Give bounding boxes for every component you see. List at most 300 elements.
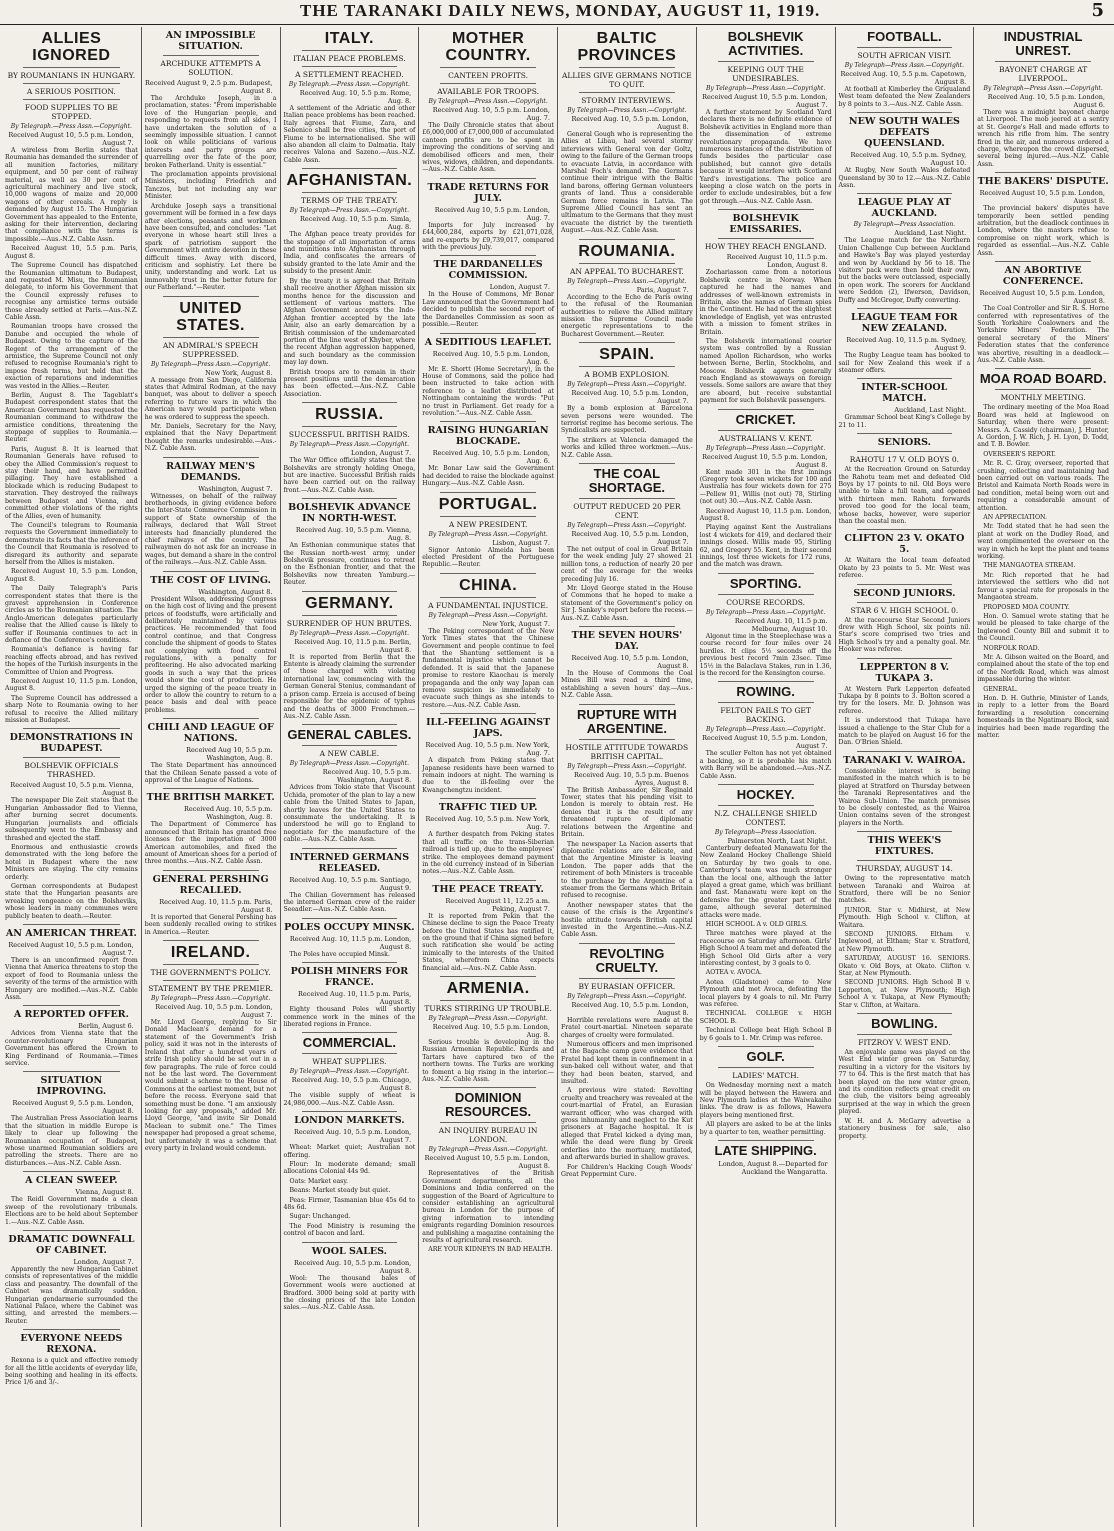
article-headline: DRAMATIC DOWNFALL OF CABINET. — [8, 1233, 135, 1256]
article — [700, 681, 832, 780]
article-dateline: Berlin, August 6. — [78, 1022, 134, 1031]
article — [284, 1242, 416, 1312]
article-byline: By Telegraph—Press Assn.—Copyright. — [428, 1014, 548, 1022]
article — [839, 751, 971, 827]
article-divider — [718, 681, 814, 682]
article-divider — [302, 962, 398, 963]
article-headline: CHILI AND LEAGUE OF NATIONS. — [147, 722, 274, 745]
article-byline: By Telegraph—Press Assn.—Copyright. — [567, 762, 687, 770]
article-dateline: Received Aug. 10, 5.5 p.m. London, Aug. 6. — [432, 349, 550, 366]
subhead-divider — [23, 83, 120, 84]
article-paragraph: It is understood that Tukapa have issued a challenge to the Star Club for a match to be played on August 16 for the Dan. O'Brien Shield. — [838, 717, 971, 747]
article-paragraph: The sculler Felton has not yet obtained a backing, so it is probable his match with Barry will be abandoned.—Aus.-N.Z. Cable Assn. — [699, 750, 832, 780]
article-subheading: SURRENDER OF HUN BRUTES. — [286, 618, 412, 628]
article-divider — [579, 943, 675, 944]
article-dateline: Received Aug. 10, 5.5 p.m. Buenos Ayres, August 8. — [573, 770, 689, 787]
article-paragraph: The Rugby League team has booked to sail for New Zealand this week if a steamer offers. — [838, 352, 971, 374]
article — [422, 178, 554, 252]
article-paragraph: The ordinary meeting of the Moa Road Board was held at Inglewood on Saturday, when there were present: Messrs. A. Cassidy (chairman), J. Hunter, A. Gordon, J. W. Rich, J. H. Lyon, D. Todd, and T. B. Bowler. — [977, 404, 1109, 449]
article-paragraph: Sugar: Unchanged. — [289, 1213, 351, 1221]
article-byline: By Telegraph—Press Assn.—Copyright. — [428, 1146, 548, 1154]
article — [145, 718, 277, 784]
article-dateline: Received Aug 10, 5.5 p.m. London, Aug. 7. — [434, 205, 550, 222]
column-3 — [280, 27, 419, 1527]
article-byline: By Telegraph—Press Assn.—Copyright. — [705, 85, 826, 92]
article-paragraph: Received August 10, 5.5 p.m. Paris, August 8. — [5, 245, 138, 260]
article-paragraph: SECOND JUNIORS. High School B v. Lepperton, at New Plymouth; High School A v. Tukapa, at New Plymouth; Star v. Clifton, at Waitara. — [838, 979, 971, 1009]
article-paragraph: Mr. Lloyd George stated in the House of Commons that he hoped to make a statement of the Government's policy on Sir J. Sankey's report before the recess.—Aus.-N.Z. Cable Assn. — [561, 585, 693, 622]
subhead-divider — [302, 192, 398, 193]
article — [284, 402, 416, 494]
article-byline: By Telegraph—Press Assn.—Copyright. — [428, 611, 548, 619]
article — [700, 1140, 832, 1176]
article-paragraph: The newspaper Die Zeit states that the Hungarian Ambassador fled to Vienna, after burning secret documents. Hungarian journalists and officials subsequently went to the Embassy and thrashed and ejected the staff. — [5, 797, 138, 842]
article-subheading: WHEAT SUPPLIES. — [312, 1057, 387, 1067]
article — [839, 30, 971, 108]
article-headline: BOWLING. — [871, 1016, 938, 1032]
article-dateline: Received Aug. 10, 5.5 p.m. Washington, August 8. — [322, 768, 412, 785]
article-dateline: Received August 10, 5.5 p.m. London, August 8. — [702, 452, 828, 469]
article-paragraph: Mr. A. Gibson waited on the Board, and complained about the state of the top end of the Norfolk Road, which was almost impassable during the winter. — [977, 653, 1109, 684]
article-dateline: Received Aug. 10, 5.5 p.m. Chicago, August 8. — [291, 1076, 412, 1093]
article-headline: RAILWAY MEN'S DEMANDS. — [166, 460, 256, 483]
article-byline: By Telegraph—Press Association. — [853, 221, 956, 229]
article-dateline: London, August 7. — [350, 449, 412, 458]
article-divider — [579, 239, 675, 240]
article-paragraph: It is reported from Berlin that the Entente is already claiming the surrender of those charged with violating international law, commencing with the German General Stenius, commandant of a prison camp. Erzeia is accused of being responsible for the epidemic of typhus and the deaths of 3000 Frenchmen.—Aus.-N.Z. Cable Assn. — [283, 653, 416, 720]
article-subheading: N.Z. CHALLENGE SHIELD CONTEST. — [714, 808, 818, 827]
article-paragraph: Advices from Tokio state that Viscount Uchida, promoter of the plan to lay a new cable from the United States to Japan, shortly leaves for the United States to consummate the undertaking. It is understood he will go to England to negotiate for the manufacture of the cable.—Aus.-N.Z. Cable Assn. — [283, 784, 416, 844]
article-paragraph: The Bolshevik international courier system was controlled by a Russian named Apollon Richardson, who works between Berne, Berlin, Stockholm, and Moscow. Bolshevik agents generally reach England as stowaways on foreign vessels. Some sailors are aware that they are aboard, but receive substantial payment for such Bolshevik passengers. — [699, 337, 832, 405]
article-headline: CHINA. — [459, 576, 518, 594]
article-dateline: Received Aug. 10, 11.5 p.m. Paris, August 8. — [298, 990, 412, 1007]
article-headline: THE PEACE TREATY. — [432, 883, 544, 895]
subhead-divider — [440, 67, 536, 68]
article-paragraph: JUNIOR. Star v. Midhirst, at New Plymouth. High School v. Clifton, at Waitara. — [838, 906, 971, 929]
article-dateline: Received Aug. 10, 5.5 p.m. New York, Aug. 7. — [425, 741, 550, 758]
subhead-divider — [302, 66, 398, 67]
article-divider — [579, 626, 675, 627]
article-divider — [302, 724, 398, 725]
article-paragraph: OVERSEER'S REPORT. — [983, 450, 1056, 458]
article-divider — [857, 751, 953, 752]
article — [284, 498, 416, 586]
article-paragraph: A further despatch from Peking states that all traffic on the trans-Siberian railroad is tied up, due to the employees' strike. The employees demand payment in the old currency instead of in Siberian notes.—Aus.-N.Z. Cable Assn. — [422, 831, 554, 876]
article — [561, 943, 693, 1179]
article-paragraph: Mr. Bonar Law said the Government had decided to raise the blockade against Hungary.—Aus.-N.Z. Cable Assn. — [422, 465, 554, 488]
article-dateline: Received August 10, 5.5 p.m. London, August 7. — [702, 93, 828, 109]
article-subheading: KEEPING OUT THE UNDESIRABLES. — [727, 65, 804, 83]
article-byline: By Telegraph—Press Assn.—Copyright. — [567, 521, 687, 529]
article-headline: BALTIC PROVINCES — [577, 30, 677, 64]
subhead-divider — [857, 47, 953, 48]
article — [5, 728, 138, 920]
article-paragraph: TECHNICAL COLLEGE v. HIGH SCHOOL B. — [699, 1010, 832, 1025]
article-divider — [163, 457, 259, 458]
article-headline: PORTUGAL. — [438, 495, 538, 513]
article-paragraph: Playing against Kent the Australians lost 4 wickets for 419, and declared their innings closed. Willis made 95, Stirling 62, and Gregory 55. Kent, in their second innings, lost three wickets for 172 runs, and the match was drawn. — [699, 524, 832, 569]
article-paragraph: At football at Kimberley the Griqualand West team defeated the New Zealanders by 8 points to 3.—Aus.-N.Z. Cable Assn. — [838, 86, 971, 108]
article-divider — [302, 591, 398, 592]
article-dateline: Received Aug. 10, 5.5 p.m. London, Aug. 8. — [432, 1022, 550, 1039]
article-dateline: Received Aug. 10, 5.5 p.m. Capetown, August 8. — [840, 70, 967, 86]
article-paragraph: By the treaty it is agreed that Britain shall receive another Afghan mission six months hence for the discussion and settlement of various matters. The Afghan Government accepts the Indo-Afghan frontier accepted by the late Amir, also an early demarcation by a British commission of the undemarcated portion of the line west of Khyber, where the recent Afghan aggression happened, and such boundary as the commission may lay down. — [283, 277, 416, 367]
article-dateline: Received August 11, 12.25 a.m. Peking, August 7. — [445, 896, 550, 913]
article-divider — [857, 378, 953, 379]
article-divider — [440, 976, 536, 977]
article-headline: THE SEVEN HOURS' DAY. — [571, 630, 683, 653]
article-divider — [302, 1242, 398, 1243]
article-headline: A REPORTED OFFER. — [13, 1009, 129, 1021]
article-dateline: Paris, August 7. — [636, 285, 689, 294]
article-paragraph: SECOND JUNIORS. Eltham v. Inglewood, at Eltham; Star v. Stratford, at New Plymouth. — [838, 930, 971, 953]
article-paragraph: Owing to the representative match between Taranaki and Wairoa at Stratford, there will be no Senior matches. — [838, 875, 971, 905]
article-headline: GOLF. — [746, 1049, 785, 1065]
article-paragraph: The Coal Controller and Sir R. S. Horne conferred with representatives of the South Yorkshire Coalowners and the Yorkshire Miners' Federation. The general secretary of the Miners' Federation states that the conference was abortive, resulting in a deadlock.—Aus.-N.Z. Cable Assn. — [977, 305, 1109, 364]
article-headline: ILL-FEELING AGAINST JAPS. — [426, 717, 551, 740]
article-dateline: Received Aug. 10, 5.5 p.m. Santiago, August 9. — [289, 875, 412, 892]
subhead-divider — [440, 83, 536, 84]
article-paragraph: An enjoyable game was played on the West End winter green on Saturday, resulting in a victory for the visitors by 77 to 64. This is the first match that has been played on the new winter green, and its condition reflects great credit on the club, the visitors being agreeably surprised at the way in which the green played. — [838, 1049, 971, 1116]
article-paragraph: Oats: Market easy. — [289, 1177, 348, 1185]
article-byline: By Telegraph—Press Assn.—Copyright. — [150, 995, 271, 1003]
article-paragraph: Received August 10, 11.5 p.m. London, August 8. — [5, 678, 138, 693]
article-paragraph: Berlin, August 8. The Tageblatt's Budapest correspondent states that the American Government has requested the Roumanian command to withdraw the armistice conditions, threatening the stoppage of supplies to Roumania.—Reuter. — [5, 392, 138, 444]
article-dateline: Washington, August 8. — [198, 587, 273, 596]
article — [422, 573, 554, 709]
article-divider — [579, 704, 675, 705]
article-headline: BOLSHEVIK ADVANCE IN NORTH-WEST. — [288, 502, 411, 525]
article-headline: NEW SOUTH WALES DEFEATS QUEENSLAND. — [848, 116, 960, 150]
article-headline: WOOL SALES. — [311, 1245, 387, 1257]
article — [284, 918, 416, 958]
article-paragraph: The Peking correspondent of the New York Times states that the Chinese Government and people continue to feel that the Shantung settlement is a fundamental injustice which cannot be defended. It is said that the Japanese promise to restore Kiaochau is merely propaganda and the only way Japan can remove suspicion is immediately to evacuate such things as she intends to restore.—Aus.-N.Z. Cable Assn. — [422, 627, 554, 709]
article-headline: GENERAL PERSHING RECALLED. — [152, 873, 269, 896]
article — [977, 172, 1109, 257]
article-divider — [857, 433, 953, 434]
subhead-divider — [579, 739, 675, 740]
article — [284, 724, 416, 843]
article-paragraph: Mr. Rich reported that he had interviewed the settlers who did not favour a special rate for proposals in the Mangaotea stream. — [977, 571, 1109, 602]
article-paragraph: Technical College beat High School B by 6 goals to 1. Mr. Crimp was referee. — [699, 1027, 832, 1042]
article-paragraph: The proclamation appoints provisional Ministers, including Friedrich and Tanczos, but not including any war Minister. — [144, 171, 277, 201]
article-dateline: Received Aug. 10, 5.5 p.m. London, August 7. — [293, 1128, 412, 1145]
article-paragraph: Beans: Market steady but quiet. — [289, 1187, 391, 1195]
article-subheading: A NEW CABLE. — [319, 749, 380, 759]
article — [977, 30, 1109, 168]
article-dateline: Received Aug. 10, 5.5 p.m. Washington, Aug. 8. — [184, 805, 273, 822]
article-subheading: FELTON FAILS TO GET BACKING. — [720, 706, 811, 725]
article-dateline: Received Aug. 10, 11.5 p.m. Melbourne, August 10. — [734, 616, 828, 633]
article-paragraph: A settlement of the Adriatic and other Italian peace problems has been reached. Italy agrees that Fiume, Zara, and Sebenico shall be free cities, the port of Fiume to be internationalised. She will also abandon all claim to Dalmatia. Italy receives Valona and Sazeno.—Aus.-N.Z. Cable Assn. — [283, 105, 416, 164]
article-paragraph: The Reidl Government made a clean sweep of the revolutionary tribunals. Elections are to be held about September 1.—Aus.-N.Z. Cable Assn. — [5, 1196, 138, 1226]
article-divider — [857, 658, 953, 659]
article-byline: By Telegraph—Press Assn.—Copyright. — [150, 360, 271, 368]
article-headline: DOMINION RESOURCES. — [445, 1090, 532, 1120]
article — [284, 848, 416, 914]
article-headline: MOTHER COUNTRY. — [445, 30, 531, 64]
article-headline: LONDON MARKETS. — [294, 1115, 405, 1127]
article-subheading: SOUTH AFRICAN VISIT. — [857, 51, 952, 60]
article-divider — [302, 168, 398, 169]
article-divider — [302, 402, 398, 403]
article-divider — [163, 788, 259, 789]
article-subheading: FITZROY V. WEST END. — [858, 1038, 951, 1048]
subhead-divider — [718, 805, 814, 806]
article-paragraph: Apparently the new Hungarian Cabinet consists of representatives of the middle class and peasantry. The downfall of the Cabinet was dramatically sudden. Hungarian gendarmerie surrounded the National Palace, where the Cabinet was sitting, and arrested the members.—Reuter. — [5, 1265, 138, 1325]
article-headline: IRELAND. — [170, 944, 251, 962]
article — [145, 571, 277, 715]
article — [284, 962, 416, 1028]
article-subheading: A SERIOUS POSITION. — [26, 87, 116, 96]
article-paragraph: The British Ambassador, Sir Reginald Tower, states that his pending visit to London is merely to obtain rest. He denies that it is the result of any threatened rupture of diplomatic relations between the Argentine and Britain. — [561, 786, 693, 839]
article-paragraph: Mr. R. C. Gray, overseer, reported that crushing, collecting and maintaining had been carried out on various roads. The Bristol and Kaimata North Roads were in bad condition, metal being worn out and requiring a considerable amount of attention. — [977, 460, 1109, 512]
article-paragraph: Hon. O. Samuel wrote stating that he would be pleased to take charge of the Inglewood County Bill and submit it to the Council. — [977, 612, 1109, 643]
article — [5, 924, 138, 1001]
article-paragraph: Considerable interest is being manifested in the match which is to be played at Stratford on Thursday between the Taranaki Representatives and the Wairoa Sub-Union. The match promises to be closely contested, as the Wairoa Union contains seven of the strongest players in the North. — [838, 767, 971, 827]
article-divider — [23, 1171, 120, 1172]
article-paragraph: The Food Ministry is resuming the control of bacon and lard. — [283, 1222, 416, 1238]
article-paragraph: On Wednesday morning next a match will be played between the Hawera and New Plymouth ladies at the Waiwakaiho links. The draw is as follows, Hawera players being mentioned first. — [699, 1082, 832, 1119]
article-paragraph: President Wilson, addressing Congress on the high cost of living and the present prices of foodstuffs, were artificially and deliberately maintained by various practices. He recommended that food control continue, and that Congress conclude the shipment of goods to States not complying with food control regulations, with a penalty for profiteering. He also advocated marking goods in such a way that the prices would show the cost of production. He urged the signing of the peace treaty in order to allow the country to return to a peace basis and deal with peace problems. — [144, 595, 277, 714]
article-paragraph: Rexona is a quick and effective remedy for all the little accidents of everyday life, being soothing and healing in its effects. Price 1/6 and 3/-. — [5, 1357, 138, 1387]
article-byline: By Telegraph.—Press Assn.—Copyright. — [10, 123, 132, 130]
article-subheading: BY EURASIAN OFFICER. — [578, 981, 676, 991]
article — [839, 584, 971, 654]
article-dateline: Received August 10, 5.5 p.m. London, August 8. — [979, 289, 1105, 306]
article-paragraph: The Archduke Joseph, in a proclamation, states: "From imperishable love of the Hungarian people, and responding to requests from all sides, I have undertaken the solution of a seemingly impossible situation. I cannot look on while politicians of various interests and party groups are quarrelling over the fate of the poor, broken Fatherland. Unity is essential." — [144, 95, 277, 169]
column-container — [2, 27, 1112, 1527]
article-paragraph: British troops are to remain in their present positions until the demarcation has been effected.—Aus.-N.Z. Cable Association. — [283, 368, 416, 398]
article-paragraph: Hon. D. H. Guthrie, Minister of Lands, in reply to a letter from the Board forwarding a resolution concerning homesteads in the Ngatimaru Block, said inquiries had been made regarding the matter. — [977, 694, 1109, 739]
article-paragraph: A message from San Diego, California states that Admiral Rodman, at the navy banquet, was about to deliver a speech referring to future wars in which the American navy would participate when he was ordered to suppress the speech. — [144, 376, 277, 421]
article-paragraph: German correspondents at Budapest state that the Hungarian peasants are wreaking vengeance on the Bolsheviks, whose leaders in many communes were publicly beaten to death.—Reuter. — [5, 882, 138, 920]
article-divider — [718, 573, 814, 574]
article — [422, 1087, 554, 1253]
article-divider — [857, 1013, 953, 1014]
article-paragraph: Paris, August 8. It is learned that Roumanian Generals have refused to obey the Allied Commission's request to stay their hand, and have permitted pillaging. They have established a blockade which is reducing Budapest to starvation. They destroyed the railways between Budapest and Vienna, and committed other violations of the rights of the Allies, even of humanity. — [5, 445, 138, 520]
article-dateline: Received August 9, 5.5 p.m. London, August 8. — [12, 1099, 134, 1116]
article-subheading: MONTHLY MEETING. — [1000, 393, 1086, 403]
article — [561, 626, 693, 700]
subhead-divider — [718, 1067, 814, 1068]
article-paragraph: A dispatch from Peking states that Japanese residents have been warned to remain indoors at night. The warning is due to the ill-feeling over the Kwangchengtzu incident. — [422, 757, 554, 794]
article-paragraph: PROPOSED MOA COUNTY. — [983, 603, 1070, 611]
subhead-divider — [440, 1000, 536, 1001]
article-headline: GERMANY. — [305, 594, 394, 612]
column-1 — [2, 27, 141, 1527]
article — [700, 209, 832, 404]
article-paragraph: The Council's telegram to Roumania requests the Government immediately to demonstrate its facts that the inference of the Council that Roumania is resolved to disregard its authority and separate herself from the Allies is mistaken. — [5, 521, 138, 566]
article-subheading: STAR 6 V. HIGH SCHOOL 0. — [850, 605, 959, 615]
article-paragraph: Imports for July increased by £44,600,284, exports by £21,071,028, and re-exports by £9,739,017, compared with the previous July. — [422, 221, 554, 252]
article-divider — [857, 193, 953, 194]
subhead-divider — [23, 99, 120, 100]
article-headline: DEMONSTRATIONS IN BUDAPEST. — [9, 732, 134, 755]
subhead-divider — [718, 61, 814, 62]
article-divider — [23, 1230, 120, 1231]
article-divider — [857, 831, 953, 832]
article-headline: RUSSIA. — [315, 406, 384, 424]
article-headline: FOOTBALL. — [867, 29, 942, 44]
subhead-divider — [579, 92, 675, 93]
article-subheading: OUTPUT REDUCED 20 PER CENT. — [573, 501, 681, 520]
subhead-divider — [163, 964, 259, 965]
article-divider — [163, 296, 259, 297]
article-headline: RAISING HUNGARIAN BLOCKADE. — [427, 425, 549, 448]
article-paragraph: Signor Antonio Almeida has been elected President of the Portuguese Republic.—Reuter. — [422, 546, 554, 569]
article-divider — [302, 848, 398, 849]
article-paragraph: Received August 10, 11.5 p.m. London, August 8. — [699, 507, 832, 523]
article-byline: By Telegraph—Press Assn.—Copyright. — [567, 277, 687, 285]
article-paragraph: Enormous and enthusiastic crowds demonstrated with the long before the hotel in Budapest where the new Ministers are staying. The city remains orderly. — [5, 843, 138, 881]
article-headline: REVOLTING CRUELTY. — [589, 945, 665, 975]
article — [839, 308, 971, 374]
article-paragraph: At Waitara the local team defeated Okato by 23 points to 5. Mr. West was referee. — [838, 557, 971, 580]
column-2 — [141, 27, 280, 1527]
subhead-divider — [995, 61, 1091, 62]
article-paragraph: The Afghan peace treaty provides for the stoppage of all importation of arms and munitions into Afghanistan through India, and confiscates the arrears of subsidy granted to the late Amir and the subsidy to the present Amir. — [283, 231, 416, 276]
article-paragraph: Aotea (Gladstone) came to New Plymouth and met Avoca, defeating the local players by 4 goals to nil. Mr. Parry was referee. — [699, 978, 832, 1009]
article-dateline: Received August 10, 5.5 p.m. London, August 7. — [8, 940, 134, 957]
article-subheading: A FUNDAMENTAL INJUSTICE. — [428, 600, 549, 610]
article-headline: SPORTING. — [729, 575, 802, 591]
article-subheading: AN ADMIRAL'S SPEECH SUPPRESSED. — [162, 340, 259, 359]
article-headline: SENIORS. — [877, 437, 931, 449]
article-subheading: TURKS STIRRING UP TROUBLE. — [424, 1003, 552, 1013]
article-divider — [163, 718, 259, 719]
article-dateline: Received August 10, 5.5 p.m. London, August 7. — [8, 131, 134, 147]
article-headline: INDUSTRIAL UNREST. — [1003, 29, 1083, 58]
article-headline: LEPPERTON 8 V. TUKAPA 3. — [859, 661, 950, 684]
article-headline: RUPTURE WITH ARGENTINE. — [577, 706, 677, 736]
article-dateline: Received Aug. 10, 5.5 p.m. New York, Aug. 7. — [425, 815, 550, 832]
article-divider — [302, 498, 398, 499]
article-dateline: Received Aug. 10, 5.5 p.m. Simla, Aug. 8. — [299, 215, 412, 232]
article-divider — [718, 1140, 814, 1141]
article-headline: CLIFTON 23 V. OKATO 5. — [844, 533, 965, 556]
article-divider — [163, 940, 259, 941]
article — [700, 1046, 832, 1136]
article-divider — [163, 870, 259, 871]
article — [700, 784, 832, 1042]
article-headline: SITUATION IMPROVING. — [36, 1075, 107, 1098]
article-divider — [718, 1046, 814, 1047]
article-dateline: Palmerston North, Last Night. — [727, 836, 828, 845]
article-dateline: London, August 7. — [73, 1257, 134, 1266]
article — [284, 30, 416, 164]
article-headline: AN AMERICAN THREAT. — [5, 927, 137, 939]
subhead-divider — [857, 860, 953, 861]
masthead-title: THE TARANAKI DAILY NEWS, MONDAY, AUGUST 11, 1919. — [300, 1, 821, 20]
subhead-divider — [579, 263, 675, 264]
article-divider — [440, 798, 536, 799]
article-byline: By Telegraph—Press Assn.—Copyright. — [289, 1068, 410, 1076]
article-dateline: Received Aug. 10, 5.5 p.m. London, August 8. — [571, 115, 689, 131]
column-7 — [835, 27, 974, 1527]
subhead-divider — [440, 516, 536, 517]
article-headline: LATE SHIPPING. — [714, 1142, 817, 1158]
article-headline: SPAIN. — [599, 346, 655, 364]
article — [422, 798, 554, 875]
article-headline: THIS WEEK'S FIXTURES. — [867, 835, 942, 858]
article-dateline: Received Aug. 10, 5.5 p.m. London, August 7. — [571, 389, 689, 406]
subhead-divider — [163, 980, 259, 981]
article — [422, 713, 554, 794]
article-divider — [302, 918, 398, 919]
article-dateline: Received Aug. 10, 11.5 p.m. Sydney, August 9. — [846, 336, 967, 353]
article-dateline: London, August 8.—Departed for Auckland the Wangaratta. — [718, 1159, 828, 1176]
article — [839, 112, 971, 189]
article-headline: TARANAKI V. WAIROA. — [843, 754, 966, 766]
article-headline: GENERAL CABLES. — [287, 727, 412, 743]
article-paragraph: The Daily Telegraph's Paris correspondent states that there is the gravest apprehension in Conference circles as to the Roumanian situation. The Anglo-American delegates particularly realise that the Allied cause is likely to suffer if Roumania continues to act in defiance of the Conference's conditions. — [5, 585, 138, 644]
article-paragraph: At the racecourse Star Second Juniors drew with High School, six points nil. Star's score comprised two tries and High School's try and a penalty goal. Mr. Hooker was referee. — [838, 616, 971, 654]
article-headline: HOCKEY. — [736, 786, 795, 802]
article-byline: By Telegraph—Press Assn.—Copyright. — [567, 107, 687, 114]
article-divider — [302, 1111, 398, 1112]
article-paragraph: The Poles have occupied Minsk. — [289, 950, 390, 958]
article-dateline: Received Aug. 10, 5.5 p.m. London, Aug. 7. — [432, 106, 550, 122]
article-paragraph: Mr. Todd stated that he had seen the plant at work on the Dudley Road, and went complimented the overseer on the way in which he kept the plant and teams working. — [977, 523, 1109, 561]
article-paragraph: In the House of Commons, Mr Bonar Law announced that the Government had decided to publish the second report of the Dardanelles Commission as soon as possible.—Reuter. — [422, 291, 554, 329]
article — [839, 658, 971, 747]
article-paragraph: Received August 10, 5.5 p.m. London, August 8. — [5, 568, 138, 583]
article-subheading: THURSDAY, AUGUST 14. — [855, 864, 953, 874]
article-divider — [857, 529, 953, 530]
article-divider — [23, 1005, 120, 1006]
article — [145, 457, 277, 567]
article-byline: By Telegraph—Press Assn.—Copyright. — [428, 530, 548, 538]
article-subheading: A SETTLEMENT REACHED. — [295, 70, 404, 79]
article-paragraph: NORFOLK ROAD. — [983, 644, 1040, 652]
article-divider — [995, 261, 1091, 262]
article-paragraph: By a bomb explosion at Barcelona seven persons were wounded. The terrorist regime has become serious. The Syndicalists are suspected. — [561, 405, 693, 435]
article — [5, 1005, 138, 1067]
article-headline: A SEDITIOUS LEAFLET. — [424, 336, 552, 348]
article — [839, 529, 971, 579]
article-dateline: Received Aug. 10, 11.5 p.m. Paris, August 8. — [159, 897, 273, 914]
article-byline: By Telegraph—Press Assn.—Copyright. — [705, 726, 826, 734]
article-headline: AN IMPOSSIBLE SITUATION. — [165, 30, 256, 52]
article-divider — [579, 463, 675, 464]
article — [5, 1230, 138, 1325]
article-headline: A CLEAN SWEEP. — [25, 1175, 118, 1187]
article-dateline: Received Aug. 10, 5.5 p.m. London, August 7. — [155, 1003, 273, 1020]
article-headline: POLES OCCUPY MINSK. — [284, 921, 415, 933]
article-subheading: A BOMB EXPLOSION. — [584, 370, 670, 380]
article-subheading: AN APPEAL TO BUCHAREST. — [570, 266, 684, 276]
article-paragraph: Archduke Joseph says a transitional government will be formed in a few days after elections, peasants and workmen have been consulted, and concludes: "Let everyone in whose heart still lives a spark of patriotism support the Government with entire devotion in these difficult times. Away with discord, criticism and sophistry. Let there be unity, understanding and work. Let us immovably trust in the better future for our Fatherland."—Reuter. — [144, 202, 277, 292]
article — [561, 30, 693, 235]
subhead-divider — [579, 978, 675, 979]
article — [145, 296, 277, 453]
subhead-divider — [995, 389, 1091, 390]
article — [284, 168, 416, 398]
article-dateline: Received August 10, 5.5 p.m. London, August 7. — [702, 734, 828, 751]
article-dateline: Received August 10, 11.5 p.m. London, August 8. — [726, 253, 828, 270]
subhead-divider — [857, 1034, 953, 1035]
article-paragraph: According to the Echo de Paris owing to the refusal of the Roumanian authorities to relieve the Allied military mission the Supreme Council made energetic representations to the Bucharest Government.—Reuter. — [561, 293, 693, 338]
article-dateline: Received August 9, 2.5 p.m. Budapest, August 8. — [144, 79, 273, 95]
article — [5, 1071, 138, 1167]
subhead-divider — [302, 426, 398, 427]
article-paragraph: The Supreme Council has dispatched the Roumanian ultimatum to Budapest, and requested M. Misu, the Roumanian delegate, to inform his Government that the Council expressly refuses to recognise any armistice terms outside those already settled at Paris.—Aus.-N.Z. Cable Assn. — [5, 262, 138, 321]
article-paragraph: Horrible revelations were made at the Fratel court-martial. Nineteen separate charges of cruelty were formulated. — [561, 1016, 693, 1039]
article-divider — [857, 112, 953, 113]
article-headline: ALLIES IGNORED — [32, 30, 111, 64]
article-paragraph: THE MANGAOTEA STREAM. — [983, 562, 1076, 570]
